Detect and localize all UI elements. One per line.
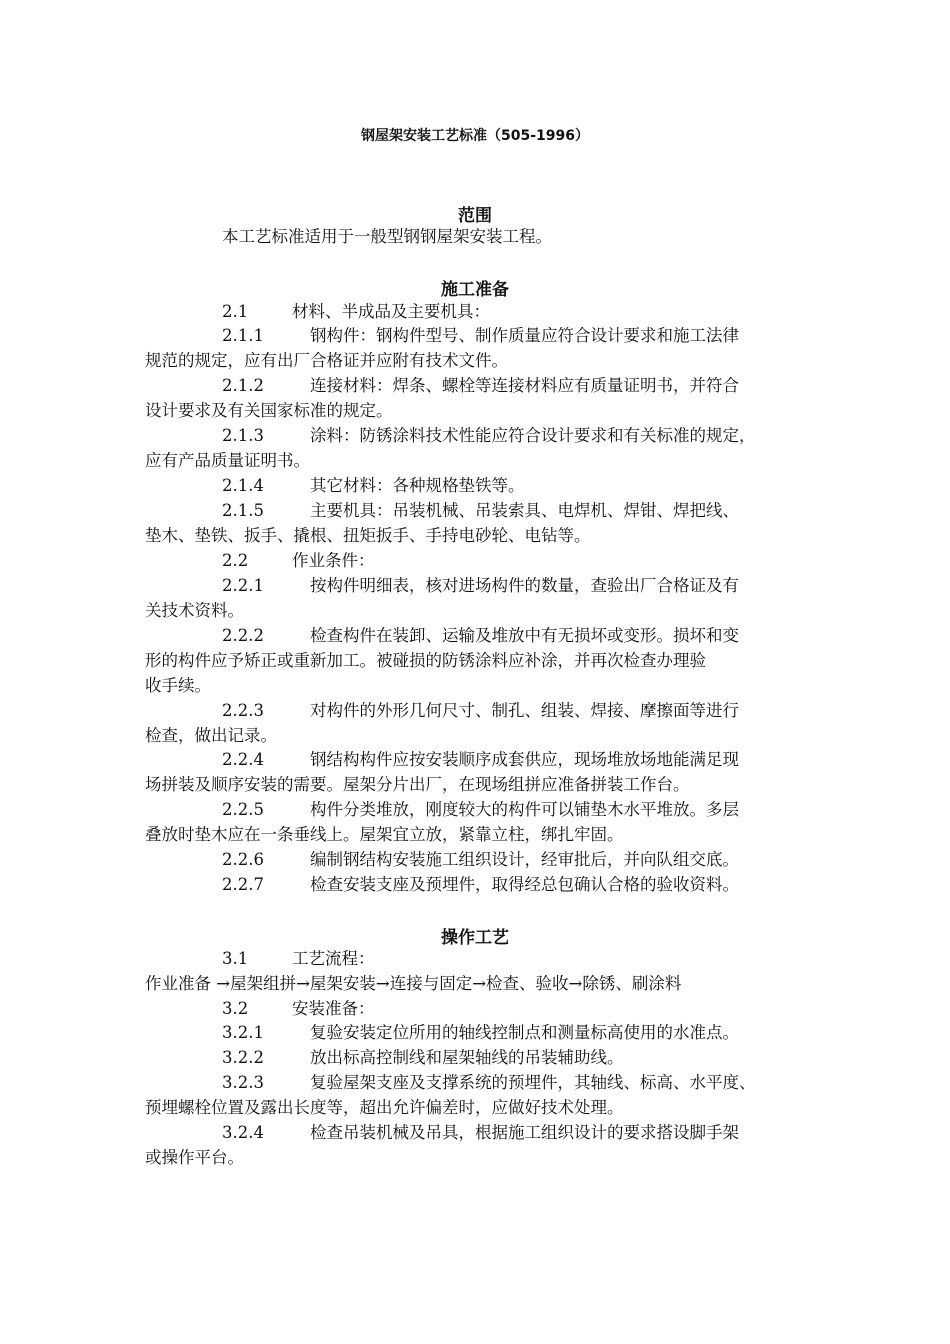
clause-continuation: 预埋螺栓位置及露出长度等，超出允许偏差时，应做好技术处理。: [145, 1098, 624, 1117]
section-heading-scope: 范围: [458, 206, 492, 226]
clause-number: 2.2.3: [222, 701, 264, 720]
section-heading-preparation: 施工准备: [441, 280, 509, 300]
clause-number: 3.2: [222, 999, 249, 1018]
paragraph: 本工艺标准适用于一般型钢钢屋架安装工程。: [222, 227, 552, 246]
clause-continuation: 场拼装及顺序安装的需要。屋架分片出厂，在现场组拼应准备拼装工作台。: [145, 775, 690, 794]
clause-text: 涂料：防锈涂料技术性能应符合设计要求和有关标准的规定，: [310, 426, 756, 445]
clause-number: 2.1.3: [222, 426, 264, 445]
clause-continuation: 叠放时垫木应在一条垂线上。屋架宜立放，紧靠立柱，绑扎牢固。: [145, 825, 624, 844]
clause-continuation: 收手续。: [145, 676, 211, 695]
clause-number: 2.1: [222, 302, 249, 321]
clause-3-1: [222, 948, 375, 970]
clause-2-2-5: [222, 799, 739, 821]
clause-text: 放出标高控制线和屋架轴线的吊装辅助线。: [310, 1048, 624, 1067]
clause-continuation: 应有产品质量证明书。: [145, 451, 310, 470]
clause-continuation: 形的构件应予矫正或重新加工。被碰损的防锈涂料应补涂，并再次检查办理验: [145, 651, 706, 670]
clause-continuation: 检查，做出记录。: [145, 726, 277, 745]
clause-text: 其它材料：各种规格垫铁等。: [310, 476, 525, 495]
clause-text: 检查安装支座及预埋件，取得经总包确认合格的验收资料。: [310, 875, 739, 894]
clause-2-1-5: [222, 500, 739, 522]
clause-2-2-1: [222, 575, 739, 597]
clause-continuation: 设计要求及有关国家标准的规定。: [145, 401, 393, 420]
clause-continuation: 规范的规定，应有出厂合格证并应附有技术文件。: [145, 351, 508, 370]
clause-2-2-6: [222, 849, 739, 871]
clause-2-2-2: [222, 625, 739, 647]
clause-2-1-1: [222, 325, 739, 347]
clause-2-1-2: [222, 375, 739, 397]
clause-number: 2.1.2: [222, 376, 264, 395]
clause-2-2-3: [222, 700, 739, 722]
clause-text: 作业条件：: [292, 551, 375, 570]
clause-text: 钢构件：钢构件型号、制作质量应符合设计要求和施工法律: [310, 326, 739, 345]
clause-text: 复验屋架支座及支撑系统的预埋件，其轴线、标高、水平度、: [310, 1073, 756, 1092]
clause-number: 2.1.1: [222, 326, 264, 345]
clause-number: 3.2.2: [222, 1048, 264, 1067]
clause-text: 连接材料：焊条、螺栓等连接材料应有质量证明书，并符合: [310, 376, 739, 395]
clause-continuation: 或操作平台。: [145, 1148, 244, 1167]
clause-number: 2.1.4: [222, 476, 264, 495]
clause-2-1-4: [222, 475, 525, 497]
clause-continuation: 关技术资料。: [145, 601, 244, 620]
clause-3-2-3: [222, 1072, 756, 1094]
clause-text: 材料、半成品及主要机具：: [292, 302, 490, 321]
clause-2-2-4: [222, 749, 739, 771]
clause-3-2: [222, 998, 375, 1020]
clause-text: 检查吊装机械及吊具，根据施工组织设计的要求搭设脚手架: [310, 1123, 739, 1142]
clause-number: 2.2.7: [222, 875, 264, 894]
clause-2-1-3: [222, 425, 756, 447]
clause-number: 3.2.4: [222, 1123, 264, 1142]
clause-text: 检查构件在装卸、运输及堆放中有无损坏或变形。损坏和变: [310, 626, 739, 645]
clause-text: 构件分类堆放，刚度较大的构件可以铺垫木水平堆放。多层: [310, 800, 739, 819]
clause-2-2: [222, 550, 375, 572]
clause-text: 安装准备：: [292, 999, 375, 1018]
clause-text: 钢结构构件应按安装顺序成套供应，现场堆放场地能满足现: [310, 750, 739, 769]
clause-3-2-2: [222, 1047, 624, 1069]
clause-text: 主要机具：吊装机械、吊装索具、电焊机、焊钳、焊把线、: [310, 501, 739, 520]
clause-number: 2.2.1: [222, 576, 264, 595]
clause-number: 3.2.1: [222, 1023, 264, 1042]
section-heading-process: 操作工艺: [441, 928, 509, 948]
clause-number: 2.2.2: [222, 626, 264, 645]
document-title: 钢屋架安装工艺标准（505-1996）: [361, 128, 589, 144]
clause-number: 2.2.5: [222, 800, 264, 819]
process-flow: 作业准备 →屋架组拼→屋架安装→连接与固定→检查、验收→除锈、刷涂料: [145, 974, 682, 993]
clause-text: 复验安装定位所用的轴线控制点和测量标高使用的水准点。: [310, 1023, 739, 1042]
clause-continuation: 垫木、垫铁、扳手、撬根、扭矩扳手、手持电砂轮、电钻等。: [145, 526, 591, 545]
clause-text: 工艺流程：: [292, 949, 375, 968]
clause-2-1: [222, 301, 490, 323]
clause-3-2-1: [222, 1022, 739, 1044]
clause-text: 编制钢结构安装施工组织设计，经审批后，并向队组交底。: [310, 850, 739, 869]
clause-text: 按构件明细表，核对进场构件的数量，查验出厂合格证及有: [310, 576, 739, 595]
clause-number: 3.2.3: [222, 1073, 264, 1092]
clause-number: 2.2: [222, 551, 249, 570]
clause-number: 2.1.5: [222, 501, 264, 520]
clause-2-2-7: [222, 874, 739, 896]
clause-number: 2.2.4: [222, 750, 264, 769]
clause-number: 2.2.6: [222, 850, 264, 869]
clause-3-2-4: [222, 1122, 739, 1144]
clause-number: 3.1: [222, 949, 249, 968]
clause-text: 对构件的外形几何尺寸、制孔、组装、焊接、摩擦面等进行: [310, 701, 739, 720]
